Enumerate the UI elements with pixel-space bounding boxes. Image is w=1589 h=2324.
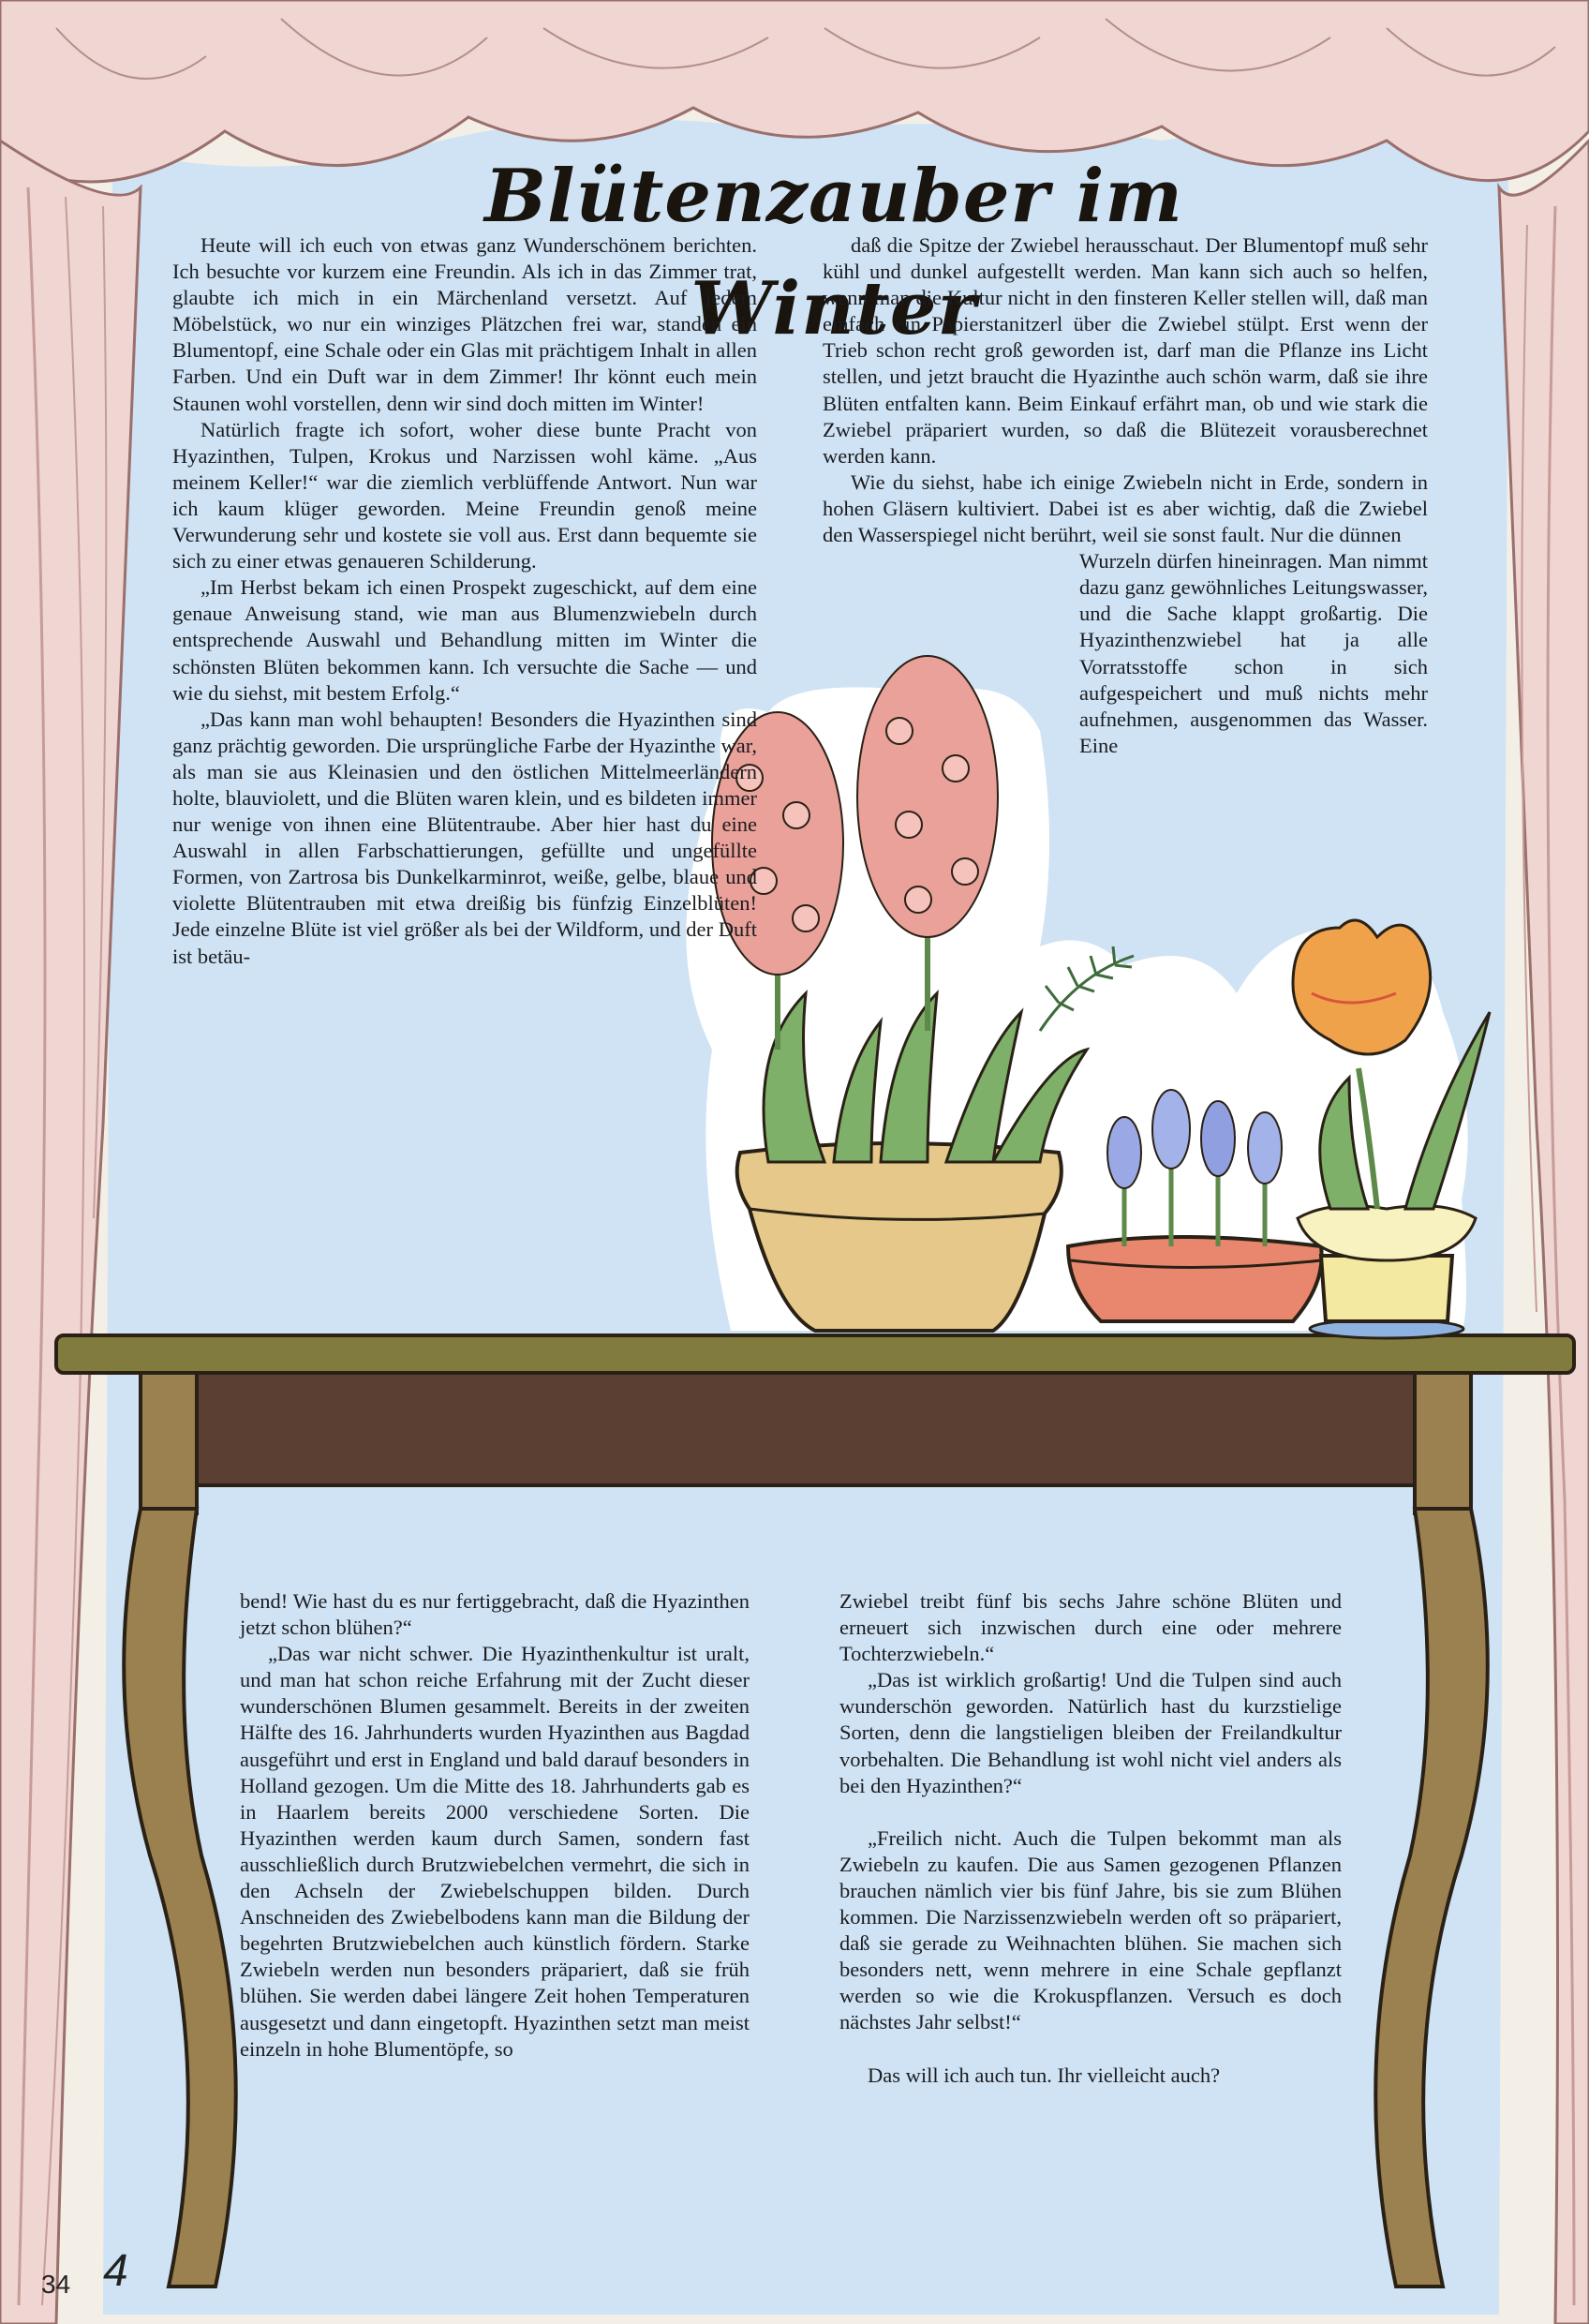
right-curtain [1499,141,1589,2324]
paragraph: Heute will ich euch von etwas ganz Wunderschönem berichten. Ich besuchte vor kurzem eine Freundin. Als ich in das Zimmer trat, glaubte ich mich in ein Märchenland versetzt. Auf jedem Möbelstück, wo nur ein winziges Plätzchen frei war, standen ein Blumentopf, eine Schale oder ein Glas mit prächtigem Inhalt in allen Farben. Und ein Duft war in dem Zimmer! Ihr könnt euch mein Staunen wohl vorstellen, denn wir sind doch mitten im Winter! [172,233,757,415]
paragraph: Zwiebel treibt fünf bis sechs Jahre schöne Blüten und erneuert sich inzwischen durch eine oder mehrere Tochterzwiebeln.“ [839,1589,1342,1666]
article-title: Blütenzauber im Winter [484,154,1183,351]
hyacinth-pot [737,1143,1062,1331]
column-top-right [823,232,1428,759]
column-bottom-right [839,1588,1342,2089]
crocus-bowl [1068,1237,1322,1321]
paragraph: „Im Herbst bekam ich einen Prospekt zugeschickt, auf dem eine genaue Anweisung stand, wie man aus Blumenzwiebeln durch entsprechende Auswahl und Behandlung mitten im Winter die schönsten Blüten bekommen kann. Ich versuchte die Sache — und wie du siehst, mit bestem Erfolg.“ [172,575,757,705]
column-top-left [172,232,757,970]
tulip-pot [1298,1206,1476,1338]
paragraph: Natürlich fragte ich sofort, woher diese bunte Pracht von Hyazinthen, Tulpen, Krokus und Narzissen wohl käme. „Aus meinem Keller!“ war die ziemlich verblüffende Antwort. Nun war ich kaum klüger geworden. Meine Freundin genoß meine Verwunderung sehr und kostete sie voll aus. Erst dann bequemte sie sich zu einer etwas genaueren Schilderung. [172,417,757,574]
paragraph: „Das kann man wohl behaupten! Besonders die Hyazinthen sind ganz prächtig geworden. Die ursprüngliche Farbe der Hyazinthe war, als man sie aus Kleinasien und den östlichen Mittelmeerländern holte, blauviolett, und die Blüten waren klein, und es bildeten immer nur wenige von ihnen eine Blütentraube. Aber hier hast du eine Auswahl in allen Farbschattierungen, gefüllte und ungefüllte Formen, von Zartrosa bis Dunkelkarminrot, weiße, gelbe, blaue und violette Blütentrauben mit etwa dreißig bis fünfzig Einzelblüten! Jede einzelne Blüte ist viel größer als bei der Wildform, und der Duft ist betäu- [172,707,757,968]
column-bottom-left [240,1588,750,2063]
paragraph: daß die Spitze der Zwiebel herausschaut. Der Blumentopf muß sehr kühl und dunkel aufgestellt werden. Man kann sich auch so helfen, wenn man die Kultur nicht in den finsteren Keller stellen will, daß man einfach ein Papierstanitzerl über die Zwiebel stülpt. Erst wenn der Trieb schon recht groß geworden ist, darf man die Pflanze ins Licht stellen, und jetzt braucht die Hyazinthe auch schön warm, daß sie ihre Blüten entfalten kann. Beim Einkauf erfährt man, ob und wie stark die Zwiebel präpariert wurden, so daß die Blütezeit vorausberechnet werden kann. [823,233,1428,468]
paragraph: „Freilich nicht. Auch die Tulpen bekommt man als Zwiebeln zu kaufen. Die aus Samen gezogenen Pflanzen brauchen nämlich vier bis fünf Jahre, bis sie zum Blühen kommen. Die Narzissenzwiebeln werden oft so präpariert, daß sie gerade zu Weihnachten blühen. Sie machen sich besonders nett, wenn mehrere in eine Schale gepflanzt werden so wie die Krokuspflanzen. Versuch es doch nächstes Jahr selbst!“ [839,1825,1342,2034]
paragraph: bend! Wie hast du es nur fertiggebracht, daß die Hyazinthen jetzt schon blühen?“ [240,1589,750,1640]
paragraph: Wie du siehst, habe ich einige Zwiebeln nicht in Erde, sondern in hohen Gläsern kultiviert. Dabei ist es aber wichtig, daß die Zwiebel den Wasserspiegel nicht berührt, weil sie sonst fault. Nur die dünnen [823,469,1428,547]
paragraph: Das will ich auch tun. Ihr vielleicht auch? [868,2063,1221,2087]
paragraph: „Das ist wirklich großartig! Und die Tulpen sind auch wunderschön geworden. Natürlich hast du kurzstielige Sorten, denn die langstieligen bleiben der Freilandkultur vorbehalten. Die Behandlung ist wohl nicht viel anders als bei den Hyazinthen?“ [839,1668,1342,1797]
corner-mark: 4 [103,2246,128,2296]
paragraph: „Das war nicht schwer. Die Hyazinthenkultur ist uralt, und man hat schon reiche Erfahrung mit der Zucht dieser wunderschönen Blumen gesammelt. Bereits in der zweiten Hälfte des 16. Jahrhunderts wurden Hyazinthen aus Bagdad ausgeführt und erst in England und bald darauf besonders in Holland gezogen. Um die Mitte des 18. Jahrhunderts gab es in Haarlem bereits 2000 verschiedene Sorten. Die Hyazinthen werden kaum durch Samen, sondern fast ausschließlich durch Brutzwiebelchen vermehrt, die sich in den Achseln der Zwiebelschuppen bilden. Durch Anschneiden des Zwiebelbodens kann man die Bildung der begehrten Brutzwiebelchen auch künstlich fördern. Starke Zwiebeln werden nun besonders präpariert, daß sie früh blühen. Sie werden dabei längere Zeit hohen Temperaturen ausgesetzt und dann eingetopft. Hyazinthen setzt man meist einzeln in hohe Blumentöpfe, so [240,1642,750,2061]
paragraph: Wurzeln dürfen hineinragen. Man nimmt dazu ganz gewöhnliches Leitungswasser, und die Sache klappt großartig. Die Hyazinthenzwiebel hat ja alle Vorratsstoffe schon in sich aufgespeichert und muß nichts mehr aufnehmen, ausgenommen das Wasser. Eine [1079,549,1428,757]
page-number: 34 [41,2270,71,2299]
